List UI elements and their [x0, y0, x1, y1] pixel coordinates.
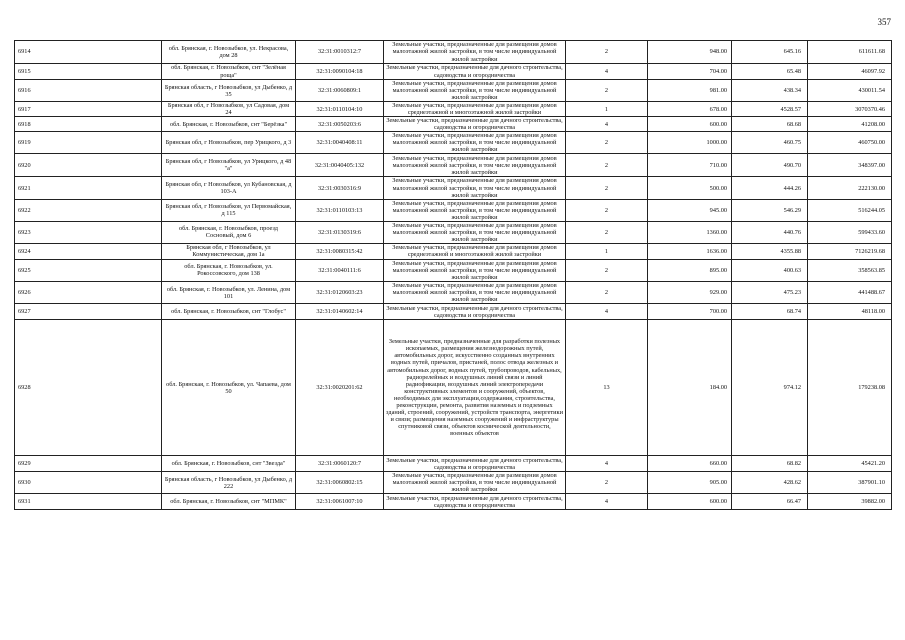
unit-value-cell: 974.12 — [732, 320, 808, 456]
address-cell: Брянская обл, г Новозыбков, ул Садовая, дом 24 — [162, 102, 296, 117]
group-number-cell: 13 — [566, 320, 648, 456]
cadastral-value-cell: 387901.10 — [808, 472, 892, 494]
address-cell: обл. Брянская, г. Новозыбков, снт "Берёзка" — [162, 117, 296, 132]
unit-value-cell: 645.16 — [732, 41, 808, 64]
row-number: 6915 — [15, 64, 162, 80]
area-cell: 895.00 — [648, 259, 732, 281]
land-purpose-cell: Земельные участки, предназначенные для размещения домов малоэтажной жилой застройки, в том числе индивидуальной жилой застройки — [384, 282, 566, 304]
unit-value-cell: 68.74 — [732, 304, 808, 320]
cadastral-number-cell: 32:31:0050203:6 — [296, 117, 384, 132]
area-cell: 184.00 — [648, 320, 732, 456]
unit-value-cell: 546.29 — [732, 199, 808, 221]
cadastral-value-cell: 179238.08 — [808, 320, 892, 456]
table-row — [15, 243, 892, 259]
area-cell: 1360.00 — [648, 221, 732, 243]
area-cell: 678.00 — [648, 102, 732, 117]
cadastral-number-cell: 32:31:0060802:15 — [296, 472, 384, 494]
cadastral-value-cell: 48118.00 — [808, 304, 892, 320]
unit-value-cell: 460.75 — [732, 132, 808, 154]
area-cell: 981.00 — [648, 80, 732, 102]
group-number-cell: 2 — [566, 199, 648, 221]
address-cell: обл. Брянская, г. Новозыбков, ул. Некрасова, дом 28 — [162, 41, 296, 64]
row-number: 6926 — [15, 282, 162, 304]
table-row — [15, 456, 892, 472]
row-number: 6922 — [15, 199, 162, 221]
address-cell: обл. Брянская, г. Новозыбков, проезд Сосновый, дом 6 — [162, 221, 296, 243]
cadastral-number-cell: 32:31:0061007:10 — [296, 494, 384, 510]
cadastral-value-cell: 7126219.68 — [808, 243, 892, 259]
unit-value-cell: 65.48 — [732, 64, 808, 80]
group-number-cell: 2 — [566, 41, 648, 64]
land-purpose-cell: Земельные участки, предназначенные для дачного строительства, садоводства и огородничества — [384, 64, 566, 80]
cadastral-number-cell: 32:31:0090104:18 — [296, 64, 384, 80]
unit-value-cell: 400.63 — [732, 259, 808, 281]
area-cell: 600.00 — [648, 117, 732, 132]
land-purpose-cell: Земельные участки, предназначенные для размещения домов малоэтажной жилой застройки, в том числе индивидуальной жилой застройки — [384, 472, 566, 494]
cadastral-value-cell: 611611.68 — [808, 41, 892, 64]
group-number-cell: 2 — [566, 132, 648, 154]
unit-value-cell: 440.76 — [732, 221, 808, 243]
land-purpose-cell: Земельные участки, предназначенные для размещения домов малоэтажной жилой застройки, в том числе индивидуальной жилой застройки — [384, 177, 566, 199]
table-row — [15, 199, 892, 221]
table-row — [15, 64, 892, 80]
row-number: 6928 — [15, 320, 162, 456]
row-number: 6918 — [15, 117, 162, 132]
area-cell: 948.00 — [648, 41, 732, 64]
address-cell: обл. Брянская, г. Новозыбков, снт "Зелёная роща" — [162, 64, 296, 80]
cadastral-value-cell: 3070370.46 — [808, 102, 892, 117]
cadastral-value-cell: 460750.00 — [808, 132, 892, 154]
cadastral-value-cell: 516244.05 — [808, 199, 892, 221]
group-number-cell: 2 — [566, 259, 648, 281]
area-cell: 1636.00 — [648, 243, 732, 259]
row-number: 6929 — [15, 456, 162, 472]
area-cell: 660.00 — [648, 456, 732, 472]
cadastral-value-cell: 45421.20 — [808, 456, 892, 472]
land-purpose-cell: Земельные участки, предназначенные для дачного строительства, садоводства и огородничества — [384, 494, 566, 510]
group-number-cell: 4 — [566, 117, 648, 132]
table-row — [15, 304, 892, 320]
row-number: 6930 — [15, 472, 162, 494]
area-cell: 710.00 — [648, 154, 732, 177]
cadastral-value-table — [14, 40, 892, 510]
land-purpose-cell: Земельные участки, предназначенные для дачного строительства, садоводства и огородничества — [384, 304, 566, 320]
group-number-cell: 2 — [566, 472, 648, 494]
cadastral-number-cell: 32:31:0040111:6 — [296, 259, 384, 281]
table-row — [15, 221, 892, 243]
land-purpose-cell: Земельные участки, предназначенные для разработки полезных ископаемых, размещения железнодорожных путей, автомобильных дорог, искусственно созданных внутренних водных путей, причалов, пристаней, полос отвода железных и автомобильных дорог, водных путей, трубопроводов, кабельных, радиорелейных и воздушных линий связи и линий радиофикации, воздушных линий электропередачи конструктивных элементов и сооружений, объектов, необходимых для эксплуатации,содержания, строительства, реконструкции, ремонта, развития наземных и подземных зданий, строений, сооружений, устройств транспорта, энергетики и связи; размещения наземных сооружений и инфраструктуры спутниковой связи, объектов космической деятельности, военных объектов — [384, 320, 566, 456]
land-purpose-cell: Земельные участки, предназначенные для размещения домов малоэтажной жилой застройки, в том числе индивидуальной жилой застройки — [384, 199, 566, 221]
land-purpose-cell: Земельные участки, предназначенные для размещения домов малоэтажной жилой застройки, в том числе индивидуальной жилой застройки — [384, 41, 566, 64]
row-number: 6924 — [15, 243, 162, 259]
group-number-cell: 2 — [566, 221, 648, 243]
table-row — [15, 80, 892, 102]
land-purpose-cell: Земельные участки, предназначенные для дачного строительства, садоводства и огородничества — [384, 456, 566, 472]
unit-value-cell: 68.82 — [732, 456, 808, 472]
address-cell: Брянская область, г Новозыбков, ул Дыбенко, д 35 — [162, 80, 296, 102]
land-purpose-cell: Земельные участки, предназначенные для дачного строительства, садоводства и огородничества — [384, 117, 566, 132]
cadastral-number-cell: 32:31:0130319:6 — [296, 221, 384, 243]
address-cell: Брянская область, г Новозыбков, ул Дыбенко, д 222 — [162, 472, 296, 494]
cadastral-value-cell: 599433.60 — [808, 221, 892, 243]
group-number-cell: 1 — [566, 102, 648, 117]
table-row — [15, 154, 892, 177]
land-purpose-cell: Земельные участки, предназначенные для размещения домов малоэтажной жилой застройки, в том числе индивидуальной жилой застройки — [384, 154, 566, 177]
row-number: 6925 — [15, 259, 162, 281]
address-cell: Брянская обл, г Новозыбков, ул Коммунистическая, дом 1а — [162, 243, 296, 259]
table-row — [15, 282, 892, 304]
cadastral-value-cell: 46097.92 — [808, 64, 892, 80]
unit-value-cell: 428.62 — [732, 472, 808, 494]
row-number: 6920 — [15, 154, 162, 177]
cadastral-value-cell: 39882.00 — [808, 494, 892, 510]
table-row — [15, 494, 892, 510]
cadastral-number-cell: 32:31:0140602:14 — [296, 304, 384, 320]
row-number: 6919 — [15, 132, 162, 154]
land-purpose-cell: Земельные участки, предназначенные для размещения домов среднеэтажной и многоэтажной жилой застройки — [384, 102, 566, 117]
address-cell: Брянская обл, г Новозыбков, ул Кубановская, д 103-А — [162, 177, 296, 199]
cadastral-value-cell: 430011.54 — [808, 80, 892, 102]
table-row — [15, 177, 892, 199]
area-cell: 500.00 — [648, 177, 732, 199]
cadastral-number-cell: 32:31:0020201:62 — [296, 320, 384, 456]
address-cell: обл. Брянская, г. Новозыбков, снт "Глобус" — [162, 304, 296, 320]
group-number-cell: 4 — [566, 304, 648, 320]
area-cell: 1000.00 — [648, 132, 732, 154]
unit-value-cell: 490.70 — [732, 154, 808, 177]
address-cell: обл. Брянская, г. Новозыбков, ул. Рокоссовского, дом 138 — [162, 259, 296, 281]
cadastral-number-cell: 32:31:0030316:9 — [296, 177, 384, 199]
row-number: 6931 — [15, 494, 162, 510]
land-purpose-cell: Земельные участки, предназначенные для размещения домов малоэтажной жилой застройки, в том числе индивидуальной жилой застройки — [384, 80, 566, 102]
cadastral-value-cell: 358563.85 — [808, 259, 892, 281]
cadastral-value-cell: 41208.00 — [808, 117, 892, 132]
unit-value-cell: 4528.57 — [732, 102, 808, 117]
cadastral-number-cell: 32:31:0040408:11 — [296, 132, 384, 154]
cadastral-number-cell: 32:31:0010312:7 — [296, 41, 384, 64]
group-number-cell: 4 — [566, 494, 648, 510]
group-number-cell: 1 — [566, 243, 648, 259]
address-cell: Брянская обл, г Новозыбков, пер Урицкого, д 3 — [162, 132, 296, 154]
land-purpose-cell: Земельные участки, предназначенные для размещения домов малоэтажной жилой застройки, в том числе индивидуальной жилой застройки — [384, 259, 566, 281]
table-row — [15, 41, 892, 64]
address-cell: обл. Брянская, г. Новозыбков, снт "МПМК" — [162, 494, 296, 510]
cadastral-number-cell: 32:31:0080315:42 — [296, 243, 384, 259]
land-purpose-cell: Земельные участки, предназначенные для размещения домов малоэтажной жилой застройки, в том числе индивидуальной жилой застройки — [384, 132, 566, 154]
row-number: 6927 — [15, 304, 162, 320]
cadastral-number-cell: 32:31:0040405:132 — [296, 154, 384, 177]
page-number: 357 — [877, 17, 891, 27]
area-cell: 905.00 — [648, 472, 732, 494]
unit-value-cell: 438.34 — [732, 80, 808, 102]
unit-value-cell: 68.68 — [732, 117, 808, 132]
unit-value-cell: 475.23 — [732, 282, 808, 304]
unit-value-cell: 66.47 — [732, 494, 808, 510]
address-cell: обл. Брянская, г. Новозыбков, ул. Ленина, дом 101 — [162, 282, 296, 304]
cadastral-value-cell: 348397.00 — [808, 154, 892, 177]
table-row — [15, 320, 892, 456]
table-row — [15, 472, 892, 494]
address-cell: обл. Брянская, г. Новозыбков, снт "Звезда" — [162, 456, 296, 472]
table-row — [15, 259, 892, 281]
cadastral-number-cell: 32:31:0060120:7 — [296, 456, 384, 472]
unit-value-cell: 4355.88 — [732, 243, 808, 259]
unit-value-cell: 444.26 — [732, 177, 808, 199]
table-row — [15, 132, 892, 154]
cadastral-number-cell: 32:31:0060809:1 — [296, 80, 384, 102]
group-number-cell: 4 — [566, 456, 648, 472]
group-number-cell: 2 — [566, 154, 648, 177]
table-row — [15, 102, 892, 117]
area-cell: 700.00 — [648, 304, 732, 320]
row-number: 6917 — [15, 102, 162, 117]
cadastral-value-cell: 441488.67 — [808, 282, 892, 304]
area-cell: 945.00 — [648, 199, 732, 221]
row-number: 6923 — [15, 221, 162, 243]
address-cell: обл. Брянская, г. Новозыбков, ул. Чапаева, дом 50 — [162, 320, 296, 456]
group-number-cell: 2 — [566, 177, 648, 199]
area-cell: 600.00 — [648, 494, 732, 510]
cadastral-number-cell: 32:31:0120603:23 — [296, 282, 384, 304]
cadastral-number-cell: 32:31:0110103:13 — [296, 199, 384, 221]
address-cell: Брянская обл, г Новозыбков, ул Урицкого, д 48 "а" — [162, 154, 296, 177]
address-cell: Брянская обл, г Новозыбков, ул Первомайская, д 115 — [162, 199, 296, 221]
land-purpose-cell: Земельные участки, предназначенные для размещения домов среднеэтажной и многоэтажной жилой застройки — [384, 243, 566, 259]
cadastral-value-cell: 222130.00 — [808, 177, 892, 199]
row-number: 6921 — [15, 177, 162, 199]
group-number-cell: 2 — [566, 80, 648, 102]
land-purpose-cell: Земельные участки, предназначенные для размещения домов малоэтажной жилой застройки, в том числе индивидуальной жилой застройки — [384, 221, 566, 243]
group-number-cell: 4 — [566, 64, 648, 80]
area-cell: 704.00 — [648, 64, 732, 80]
cadastral-number-cell: 32:31:0110104:10 — [296, 102, 384, 117]
table-row — [15, 117, 892, 132]
row-number: 6914 — [15, 41, 162, 64]
area-cell: 929.00 — [648, 282, 732, 304]
group-number-cell: 2 — [566, 282, 648, 304]
row-number: 6916 — [15, 80, 162, 102]
